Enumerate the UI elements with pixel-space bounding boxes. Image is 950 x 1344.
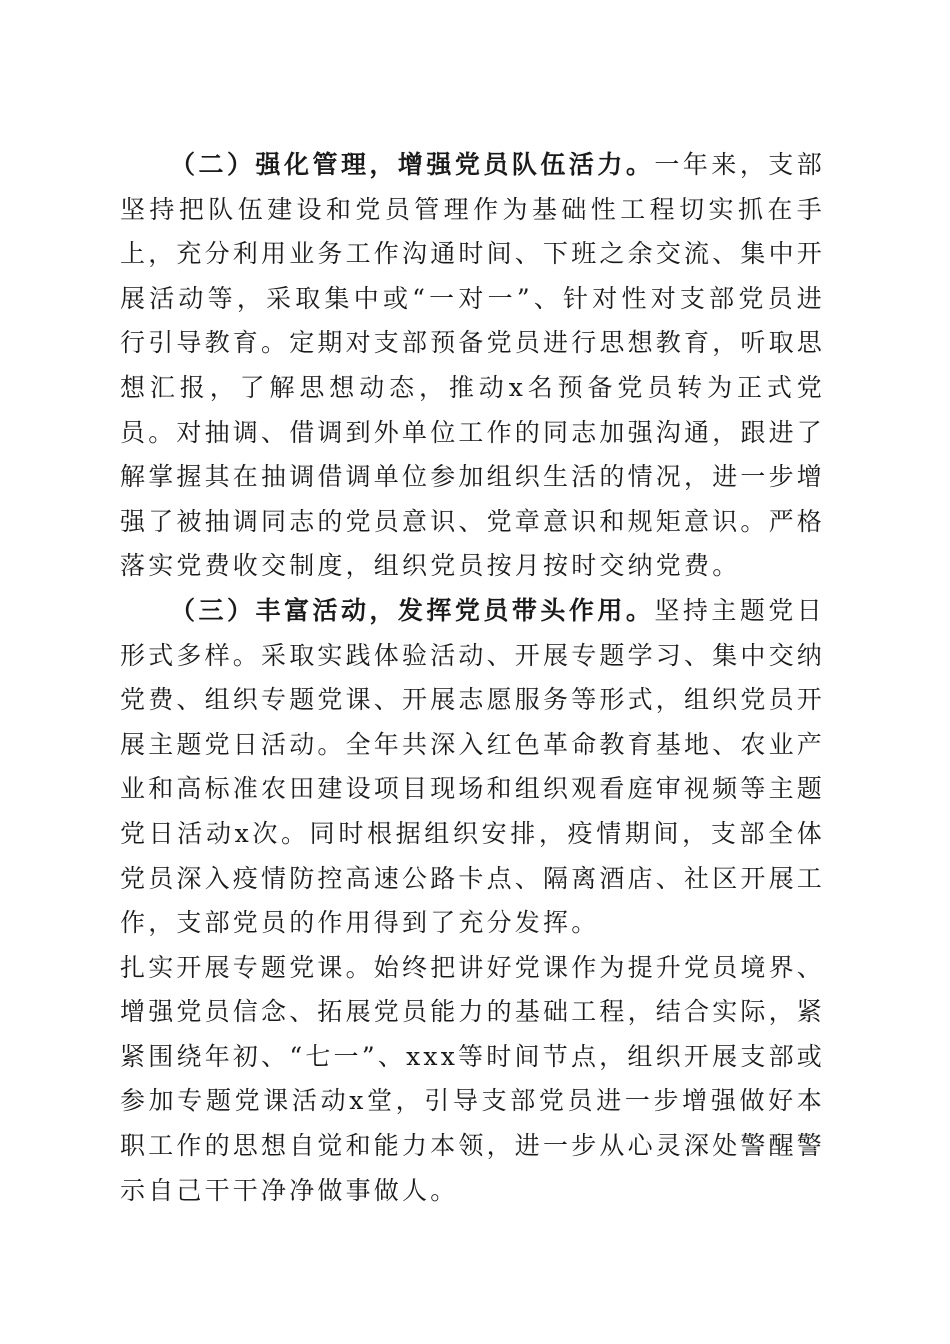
section-body-3: 坚持主题党日形式多样。采取实践体验活动、开展专题学习、集中交纳党费、组织专题党课、开展志愿服务等形式，组织党员开展主题党日活动。全年共深入红色革命教育基地、农业产业和高标准农田建设项目现场和组织观看庭审视频等主题党日活动x次。同时根据组织安排，疫情期间，支部全体党员深入疫情防控高速公路卡点、隔离酒店、社区开展工作，支部党员的作用得到了充分发挥。 (120, 595, 826, 938)
paragraph-continuation: 扎实开展专题党课。始终把讲好党课作为提升党员境界、增强党员信念、拓展党员能力的基础工程，结合实际，紧紧围绕年初、“七一”、xxx等时间节点，组织开展支部或参加专题党课活动x堂，引导支部党员进一步增强做好本职工作的思想自觉和能力本领，进一步从心灵深处警醒警示自己干干净净做事做人。 (120, 952, 826, 1205)
section-heading-3: （三）丰富活动，发挥党员带头作用。 (170, 595, 655, 625)
section-heading-2: （二）强化管理，增强党员队伍活力。 (170, 150, 655, 179)
document-body (120, 143, 825, 1213)
section-body-2: 一年来，支部坚持把队伍建设和党员管理作为基础性工程切实抓在手上，充分利用业务工作沟通时间、下班之余交流、集中开展活动等，采取集中或“一对一”、针对性对支部党员进行引导教育。定期对支部预备党员进行思想教育，听取思想汇报，了解思想动态，推动x名预备党员转为正式党员。对抽调、借调到外单位工作的同志加强沟通，跟进了解掌握其在抽调借调单位参加组织生活的情况，进一步增强了被抽调同志的党员意识、党章意识和规矩意识。严格落实党费收交制度，组织党员按月按时交纳党费。 (120, 150, 826, 581)
paragraph-section-3 (120, 589, 825, 946)
paragraph-section-2 (120, 143, 825, 589)
